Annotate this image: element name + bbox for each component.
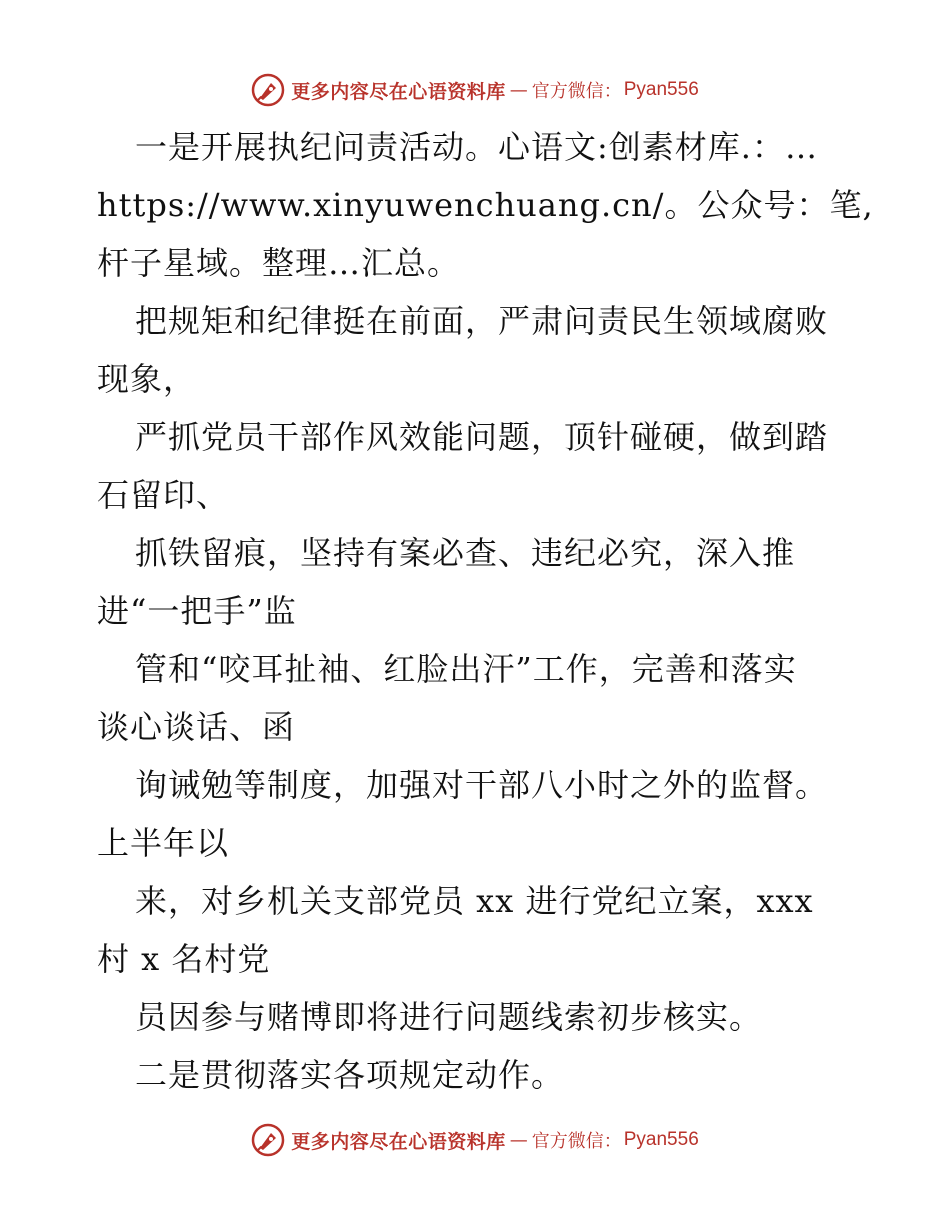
header-banner [0,70,950,110]
text-line: 现象， [97,360,197,398]
text-line: 管和“咬耳扯袖、红脸出汗”工作，完善和落实 [135,650,797,688]
banner-brand-text: 更多内容尽在心语资料库 [291,80,506,103]
text-line: 来，对乡机关支部党员 xx 进行党纪立案，xxx [135,882,814,920]
banner-wechat-id: Pyan556 [623,1129,699,1150]
text-line: 一是开展执纪问责活动。心语文:创素材库.：… [135,128,818,166]
text-line: 上半年以 [97,824,230,862]
text-line: 员因参与赌博即将进行问题线索初步核实。 [135,998,763,1036]
text-line: 谈心谈话、函 [97,708,296,746]
text-line: 进“一把手”监 [97,592,297,630]
banner-separator: — [509,79,528,101]
pen-nib-logo-icon [251,73,285,107]
text-line: 把规矩和纪律挺在前面，严肃问责民生领域腐败 [135,302,829,340]
pen-nib-logo-icon [251,1123,285,1157]
banner-official-label: 官方微信： [531,81,622,102]
banner-official-label: 官方微信： [531,1131,622,1152]
text-line: 村 x 名村党 [97,940,271,978]
document-body [97,118,874,1104]
text-line: 石留印、 [97,476,230,514]
footer-banner [0,1120,950,1160]
text-line: 严抓党员干部作风效能问题，顶针碰硬，做到踏 [135,418,829,456]
text-line: 询诫勉等制度，加强对干部八小时之外的监督。 [135,766,829,804]
banner-wechat-id: Pyan556 [623,79,699,100]
text-line: 杆子星域。整理…汇总。 [97,244,461,282]
text-line: 抓铁留痕，坚持有案必查、违纪必究，深入推 [135,534,796,572]
banner-brand-text: 更多内容尽在心语资料库 [291,1130,506,1153]
text-line: https://www.xinyuwenchuang.cn/。公众号：笔, [97,186,874,224]
text-line: 二是贯彻落实各项规定动作。 [135,1056,565,1094]
banner-separator: — [509,1129,528,1151]
